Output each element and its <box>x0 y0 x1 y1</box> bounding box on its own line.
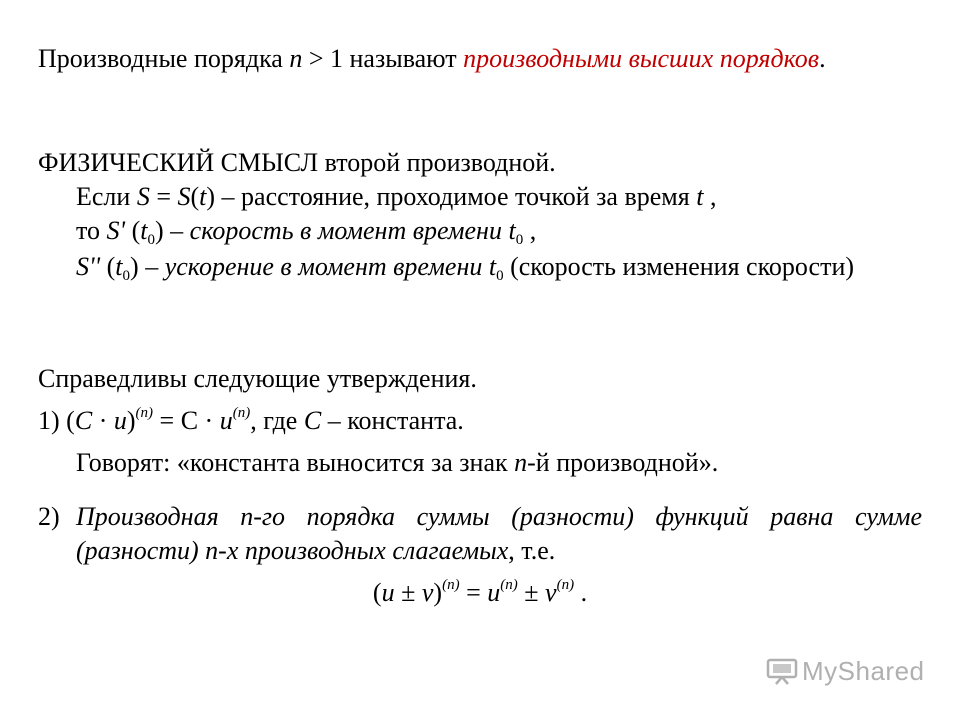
s1-num: 1) <box>38 406 67 435</box>
l2-p1: ( <box>125 216 141 245</box>
l3-txt: ускорение в момент времени <box>164 252 489 281</box>
physical-line-2 <box>76 214 536 248</box>
physical-line-1 <box>76 180 716 214</box>
s1-c: C <box>74 406 93 435</box>
s1-c2: C <box>303 406 322 435</box>
note-a: Говорят: «константа выносится за знак <box>76 448 515 477</box>
f-v: v <box>421 578 434 607</box>
l3-sub2: 0 <box>496 268 504 284</box>
l2-a: то <box>76 216 107 245</box>
intro-period: . <box>819 44 826 73</box>
s1-eq: = С · <box>153 406 220 435</box>
l3-t0: t <box>488 252 497 281</box>
intro-paragraph <box>38 42 958 76</box>
statement-2 <box>38 500 922 568</box>
f-sup3: (n) <box>556 577 575 593</box>
statements-heading <box>38 362 922 396</box>
l2-t: t <box>140 216 148 245</box>
f-sup1: (n) <box>442 577 460 593</box>
l2-p2: ) – <box>155 216 190 245</box>
f-v2: v <box>545 578 557 607</box>
l2-sub: 0 <box>147 232 155 248</box>
s2-end: , т.е. <box>508 536 556 565</box>
l1-s1: S <box>136 182 150 211</box>
l3-s: S'' <box>76 252 101 281</box>
s1-tail2: – константа. <box>321 406 464 435</box>
l1-tt: t <box>696 182 704 211</box>
l3-t: t <box>115 252 123 281</box>
s1-sup2: (n) <box>232 405 251 421</box>
f-o: ( <box>372 578 382 607</box>
l3-rest: (скорость изменения скорости) <box>503 252 855 281</box>
statement-1-note <box>76 446 718 480</box>
f-u2: u <box>487 578 501 607</box>
watermark-label: MyShared <box>802 655 925 686</box>
l1-end: , <box>703 182 717 211</box>
f-eq: = <box>459 578 488 607</box>
s1-sup1: (n) <box>135 405 154 421</box>
f-end: . <box>574 578 588 607</box>
l1-a: Если <box>76 182 137 211</box>
s1-u2: u <box>219 406 233 435</box>
sum-formula <box>38 576 922 610</box>
s2-num: 2) <box>38 502 60 531</box>
l2-t0: t <box>508 216 516 245</box>
s1-o: ( <box>66 406 75 435</box>
l2-s: S' <box>106 216 126 245</box>
l1-p1: ( <box>190 182 200 211</box>
s1-dot: · <box>92 406 114 435</box>
f-pm: ± <box>394 578 422 607</box>
statements-heading-text: Справедливы следующие утверждения. <box>38 364 477 393</box>
l2-txt: скорость в момент времени <box>189 216 509 245</box>
statement-1 <box>38 404 464 438</box>
l1-t: t <box>199 182 207 211</box>
note-n: n <box>514 448 528 477</box>
note-b: -й производной». <box>527 448 719 477</box>
f-cl: ) <box>433 578 443 607</box>
s1-tail: , где <box>250 406 304 435</box>
watermark <box>766 656 936 686</box>
projector-icon <box>766 657 798 685</box>
l1-p2: ) – расстояние, проходимое точкой за время <box>206 182 697 211</box>
l2-end: , <box>523 216 537 245</box>
intro-text-1: Производные порядка <box>38 44 290 73</box>
l1-s2: S <box>177 182 191 211</box>
intro-text-2: > 1 называют <box>302 44 464 73</box>
intro-emphasis: производными высших порядков <box>463 44 820 73</box>
l3-p1: ( <box>100 252 116 281</box>
physical-heading-text: ФИЗИЧЕСКИЙ СМЫСЛ второй производной. <box>38 148 556 177</box>
f-u: u <box>381 578 395 607</box>
l1-eq: = <box>149 182 178 211</box>
f-pm2: ± <box>517 578 546 607</box>
s1-u: u <box>113 406 127 435</box>
physical-line-3 <box>76 250 922 284</box>
l2-sub2: 0 <box>515 232 524 248</box>
f-sup2: (n) <box>500 577 518 593</box>
s1-cl: ) <box>126 406 136 435</box>
s2-text: Производная n-го порядка суммы (разности) функций равна сумме (разности) n-х производных слагаемых <box>76 502 922 565</box>
l3-sub: 0 <box>122 268 131 284</box>
physical-heading <box>38 146 922 180</box>
l3-p2: ) – <box>130 252 165 281</box>
intro-n: n <box>289 44 303 73</box>
